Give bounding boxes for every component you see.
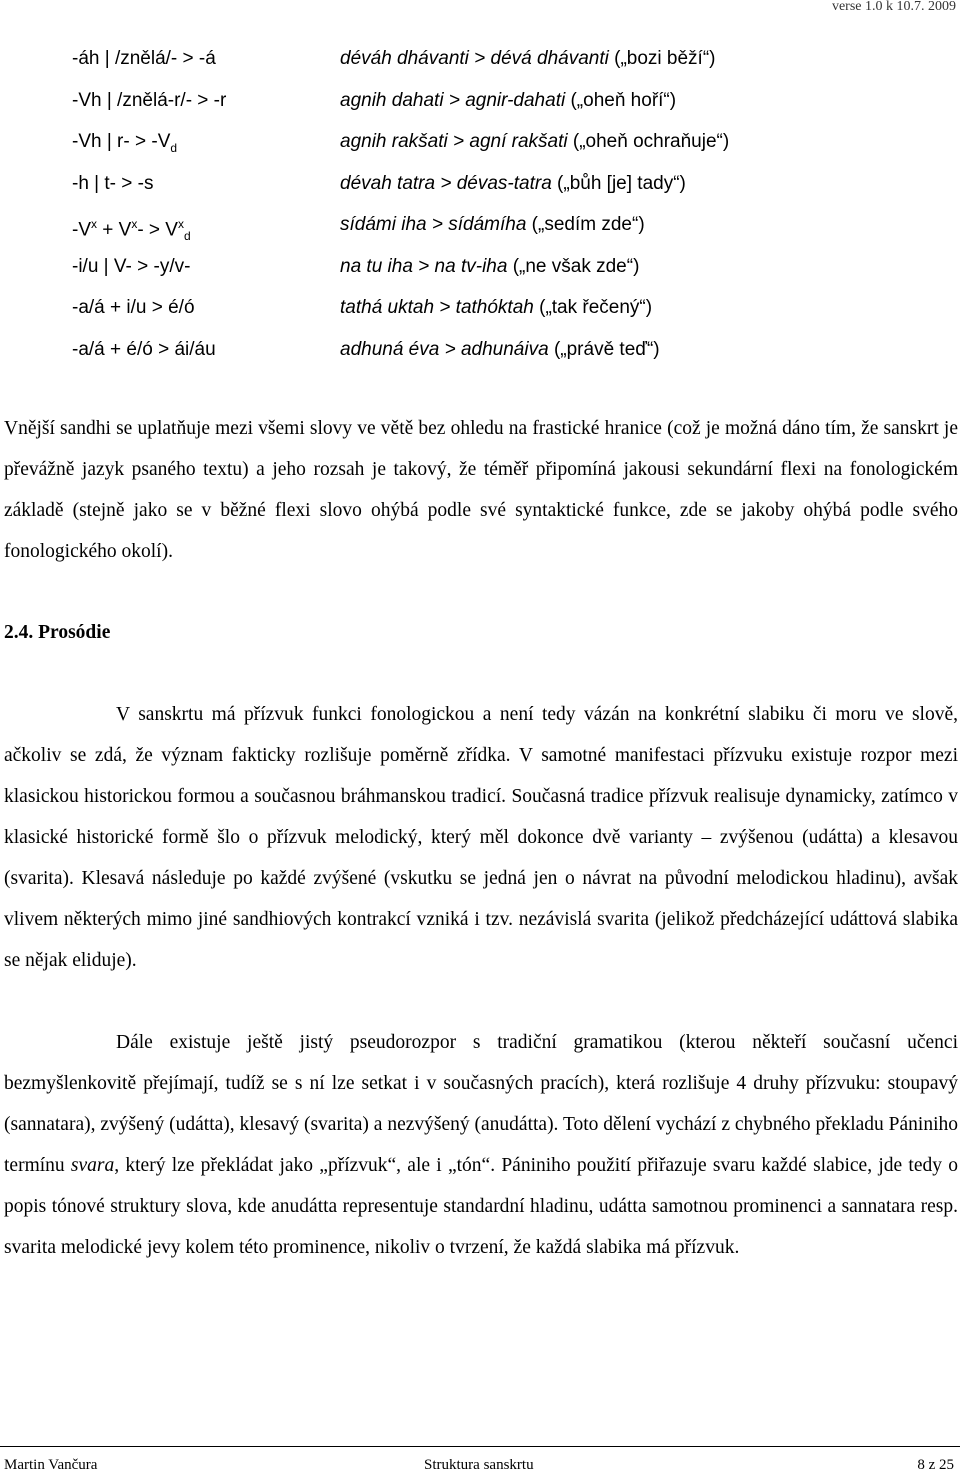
rule-text: + V <box>97 219 132 241</box>
rule-row <box>0 80 960 122</box>
rule-example <box>340 287 652 329</box>
footer-title: Struktura sanskrtu <box>424 1457 534 1473</box>
footer-page-number: 8 z 25 <box>917 1457 954 1473</box>
rule-formula: -a/á + i/u > é/ó <box>72 297 195 318</box>
example-sanskrit: sídámi iha > sídámíha <box>340 214 527 235</box>
example-sanskrit: dévah tatra > dévas-tatra <box>340 172 552 194</box>
rule-row <box>0 121 960 163</box>
rule-formula: -Vh | /znělá-r/- > -r <box>72 89 227 111</box>
example-sanskrit: adhuná éva > adhunáiva <box>340 338 549 360</box>
example-translation: („bozi běží“) <box>608 48 716 69</box>
rule-example <box>340 246 639 288</box>
paragraph-prosody: V sanskrtu má přízvuk funkci fonologickou a není tedy vázán na konkrétní slabiku či moru ve slově, ačkoliv se zdá, že význam fakticky rozlišuje poměrně zřídka. V samotné manifestaci přízvuku existuje rozpor mezi klasickou historickou formou a současnou bráhmanskou tradicí. Současná tradice přízvuk realisuje dynamicky, zatímco v klasické historické formě šlo o přízvuk melodický, který měl dokonce dvě varianty – zvýšenou (udátta) a klesavou (svarita). Klesavá následuje po každé zvýšené (vskutku se jedná jen o návrat na původní melodickou hladinu), avšak vlivem některých mimo jiné sandhiových kontrakcí vzniká i tzv. nezávislá svarita (jelikož předcházející udáttová slabika se nějak eliduje). <box>4 704 958 971</box>
version-label: verse 1.0 k 10.7. 2009 <box>831 0 956 14</box>
rule-example <box>340 329 660 371</box>
paragraph-text: Dále existuje ještě jistý pseudorozpor s tradiční gramatikou (kterou někteří současní učenci bezmyšlenkovitě přejímají, tudíž se s ní lze setkat i v současných pracích), která rozlišuje 4 druhy přízvuku: stoupavý (sannatara), zvýšený (udátta), klesavý (svarita) a nezvýšený (anudátta). Toto dělení vychází z chybného překladu Pániniho termínu <box>4 1032 958 1176</box>
rule-row <box>0 204 960 246</box>
rule-row <box>0 329 960 371</box>
rule-superscript: x <box>91 217 97 231</box>
rule-example <box>340 204 645 246</box>
section-heading: 2.4. Prosódie <box>4 622 111 643</box>
paragraph-external-sandhi: Vnější sandhi se uplatňuje mezi všemi slovy ve větě bez ohledu na frastické hranice (což je možná dáno tím, že sanskrt je převážně jazyk psaného textu) a jeho rozsah je takový, že téměř připomíná jakousi sekundární flexi na fonologickém základě (stejně jako se v běžné flexi slovo ohýbá podle své syntaktické funkce, zde se jakoby ohýbá podle svého fonologického okolí). <box>4 418 958 562</box>
rule-example <box>340 38 716 80</box>
example-translation: („sedím zde“) <box>526 214 645 235</box>
rule-example <box>340 163 686 205</box>
page-footer <box>0 1446 960 1475</box>
rule-example <box>340 80 676 122</box>
rule-row <box>0 163 960 205</box>
example-translation: („oheň ochraňuje“) <box>567 131 730 152</box>
rule-text: - > V <box>137 219 178 241</box>
example-sanskrit: déváh dhávanti > dévá dhávanti <box>340 48 609 69</box>
example-sanskrit: agnih dahati > agnir-dahati <box>340 89 566 111</box>
rule-superscript: x <box>131 217 138 231</box>
term-svara: svara <box>70 1155 115 1176</box>
rule-row <box>0 246 960 288</box>
rule-superscript: x <box>177 217 184 231</box>
rule-row <box>0 38 960 80</box>
rule-example <box>340 121 729 163</box>
footer-author: Martin Vančura <box>4 1457 98 1473</box>
example-translation: („právě teď“) <box>548 338 660 360</box>
paragraph-text: , který lze překládat jako „přízvuk“, ale i „tón“. Pániniho použití přiřazuje svaru každé slabice, jde tedy o popis tónové struktury slova, kde anudátta representuje standardní hladinu, udátta samotnou prominenci a sannatara resp. svarita melodické jevy kolem této prominence, nikoliv o tvrzení, že každá slabika má přízvuk. <box>4 1155 958 1258</box>
rule-subscript: d <box>170 140 178 155</box>
rule-text: -V <box>72 219 91 241</box>
example-translation: („tak řečený“) <box>533 297 653 318</box>
example-sanskrit: tathá uktah > tathóktah <box>340 297 534 318</box>
rule-row <box>0 287 960 329</box>
rule-formula: -a/á + é/ó > ái/áu <box>72 338 216 360</box>
example-translation: („bůh [je] tady“) <box>551 172 686 194</box>
paragraph-pseudo-conflict <box>4 1022 958 1268</box>
rule-formula: -i/u | V- > -y/v- <box>72 255 191 277</box>
example-translation: („ne však zde“) <box>507 255 640 277</box>
rule-formula: -áh | /znělá/- > -á <box>72 48 216 69</box>
sandhi-rules-table <box>0 38 960 370</box>
example-translation: („oheň hoří“) <box>565 89 677 111</box>
rule-formula: -h | t- > -s <box>72 172 154 194</box>
example-sanskrit: na tu iha > na tv-iha <box>340 255 508 277</box>
rule-text: -Vh | r- > -V <box>72 131 171 152</box>
rule-subscript: d <box>183 229 191 244</box>
example-sanskrit: agnih rakšati > agní rakšati <box>340 131 568 152</box>
